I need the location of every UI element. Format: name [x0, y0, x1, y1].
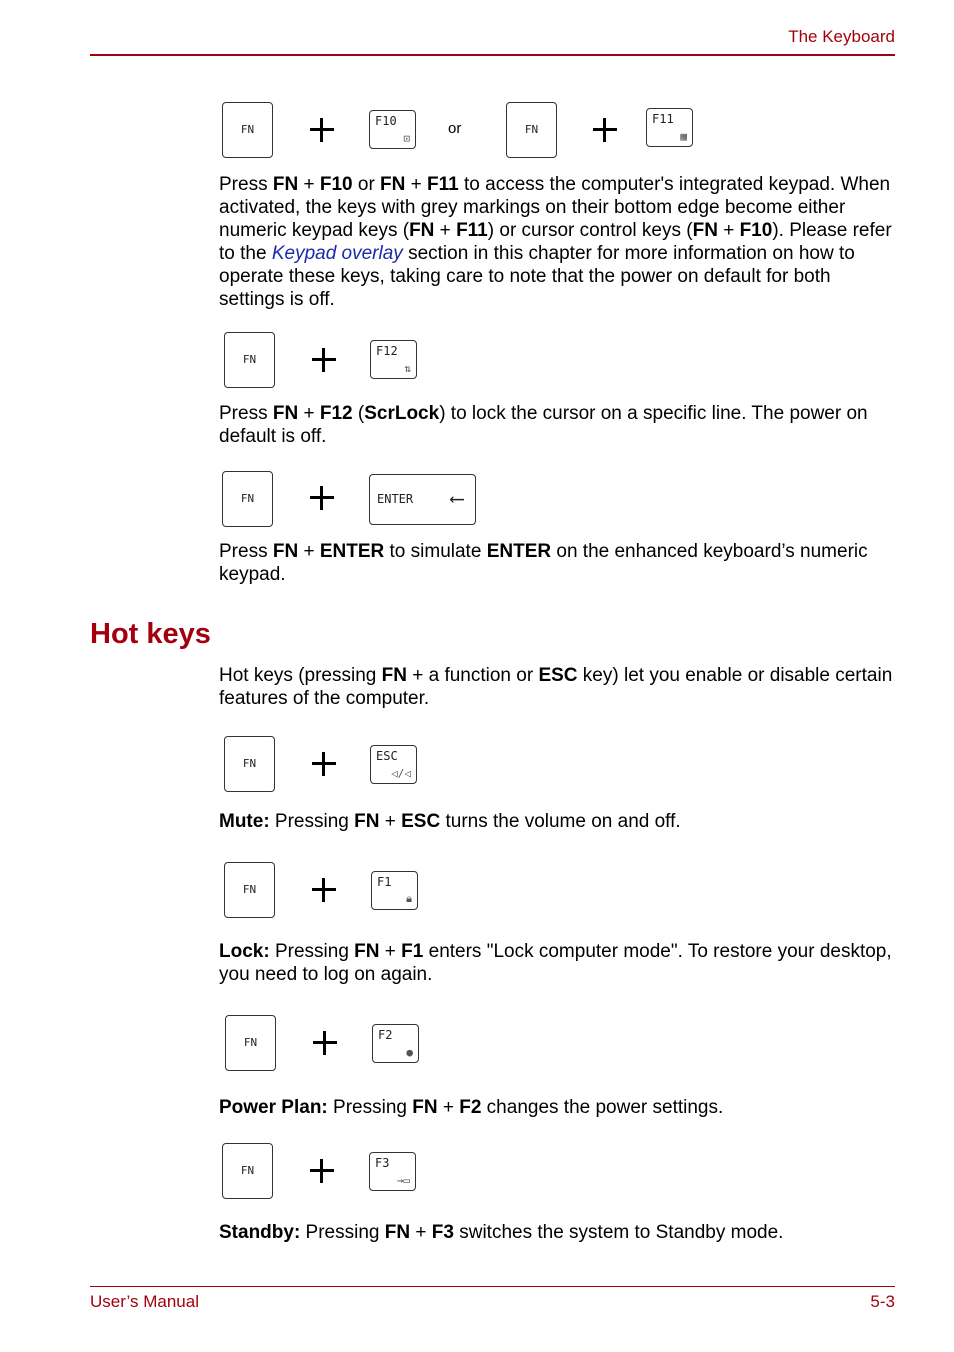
enter-paragraph: Press FN + ENTER to simulate ENTER on the enhanced keyboard’s numeric keypad.	[219, 541, 868, 585]
footer-manual-title: User’s Manual	[90, 1292, 199, 1311]
fn-key	[222, 1143, 273, 1199]
fn-key	[224, 736, 275, 792]
lock-icon: 🔒︎	[406, 892, 412, 905]
fn-key-label: FN	[240, 492, 255, 505]
or-label: or	[448, 120, 462, 137]
enter-key-label: ENTER	[377, 492, 414, 506]
f12-key-label: F12	[376, 344, 398, 358]
keypad-arrows-icon: ⊡	[403, 132, 410, 145]
power-plan-paragraph: Power Plan: Pressing FN + F2 changes the power settings.	[219, 1097, 724, 1118]
fn-key	[222, 102, 273, 158]
plus-icon	[593, 118, 617, 142]
f12-key	[370, 340, 417, 379]
f2-key-label: F2	[378, 1028, 393, 1042]
hotkeys-intro: Hot keys (pressing FN + a function or ESC key) let you enable or disable certain features of the computer.	[219, 665, 893, 709]
f1-key	[371, 871, 418, 910]
f11-key-label: F11	[652, 112, 674, 126]
f2-key	[372, 1024, 419, 1063]
fn-key	[506, 102, 557, 158]
f3-key	[369, 1152, 416, 1191]
fn-key-label: FN	[524, 123, 539, 136]
numeric-keypad-icon: ▦	[680, 130, 687, 143]
plus-icon	[312, 348, 336, 372]
lock-paragraph: Lock: Pressing FN + F1 enters "Lock computer mode". To restore your desktop, you need to log on again.	[219, 941, 892, 985]
keypad-overlay-link[interactable]: Keypad overlay	[271, 243, 403, 264]
plus-icon	[313, 1031, 337, 1055]
f11-key	[646, 108, 693, 147]
fn-key-label: FN	[242, 883, 257, 896]
scrlock-paragraph: Press FN + F12 (ScrLock) to lock the cursor on a specific line. The power on default is off.	[219, 403, 868, 447]
plus-icon	[310, 118, 334, 142]
enter-key	[369, 474, 476, 525]
f10-key	[369, 110, 416, 149]
f1-key-label: F1	[377, 875, 392, 889]
page-number: 5-3	[870, 1292, 895, 1311]
fn-key	[224, 862, 275, 918]
fn-key-label: FN	[243, 1036, 258, 1049]
scroll-lock-icon: ⇅	[404, 362, 411, 375]
plus-icon	[312, 752, 336, 776]
running-header: The Keyboard	[788, 27, 895, 46]
f3-key-label: F3	[375, 1156, 390, 1170]
standby-icon: →▭	[396, 1174, 410, 1187]
enter-arrow-icon: ⟵	[450, 486, 463, 510]
fn-key	[222, 471, 273, 527]
section-title: Hot keys	[90, 618, 211, 650]
footer-rule	[90, 1286, 895, 1287]
standby-paragraph: Standby: Pressing FN + F3 switches the system to Standby mode.	[219, 1222, 784, 1243]
fn-key-label: FN	[242, 353, 257, 366]
f10-key-label: F10	[375, 114, 397, 128]
fn-key-label: FN	[240, 1164, 255, 1177]
fn-key	[224, 332, 275, 388]
esc-key	[370, 745, 417, 784]
esc-key-label: ESC	[376, 749, 398, 763]
fn-key-label: FN	[242, 757, 257, 770]
fn-key-label: FN	[240, 123, 255, 136]
plus-icon	[310, 486, 334, 510]
plus-icon	[312, 878, 336, 902]
fn-key	[225, 1015, 276, 1071]
power-plan-icon: ●	[406, 1046, 413, 1059]
mute-paragraph: Mute: Pressing FN + ESC turns the volume on and off.	[219, 811, 681, 832]
header-rule	[90, 54, 895, 56]
speaker-mute-icon: ◁/◁	[391, 767, 411, 780]
plus-icon	[310, 1159, 334, 1183]
keypad-paragraph: Press FN + F10 or FN + F11 to access the computer's integrated keypad. When activated, the keys with grey markings on their bottom edge become either numeric keypad keys (FN + F11) or cursor control keys (FN + F10). Please refer to the Keypad overlay section in this chapter for more information on how to operate these keys, taking care to note that the power on default for both settings is off.	[219, 174, 892, 310]
